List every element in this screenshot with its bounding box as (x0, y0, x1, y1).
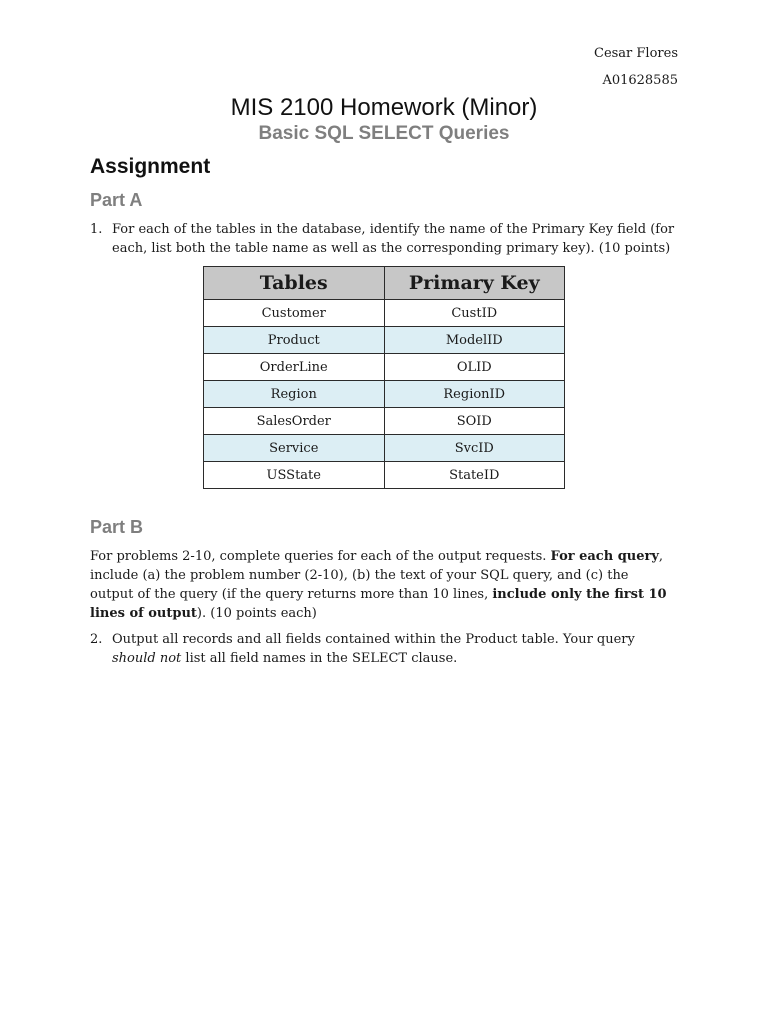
primary-key-cell: StateID (384, 462, 565, 489)
primary-key-cell: CustID (384, 300, 565, 327)
primary-key-cell: RegionID (384, 381, 565, 408)
document-title: MIS 2100 Homework (Minor) (230, 94, 538, 121)
primary-key-cell: SOID (384, 408, 565, 435)
table-row (204, 462, 565, 489)
table-row (204, 354, 565, 381)
instructions-text: ). (10 points each) (196, 606, 317, 621)
part-a-heading: Part A (90, 190, 143, 210)
student-id: A01628585 (602, 73, 678, 88)
author-name: Cesar Flores (594, 46, 678, 61)
instructions-emphasis: include only the first 10 lines of output (90, 587, 667, 621)
instructions-emphasis: For each query (550, 549, 659, 564)
instructions-text: For problems 2-10, complete queries for each of the output requests. (90, 549, 551, 564)
question-2-emphasis: should not (112, 651, 182, 666)
table-row (204, 408, 565, 435)
question-1-number: 1. (90, 222, 103, 237)
document-subtitle: Basic SQL SELECT Queries (258, 123, 510, 144)
instructions-text: , include (a) the problem number (2-10), (b) the text of your SQL query, and (c) the output of the query (if the query returns more than 10 lines, (90, 549, 664, 602)
question-2-number: 2. (90, 632, 103, 647)
question-2-text-part: Output all records and all fields contained within the Product table. Your query (112, 632, 635, 647)
table-name-cell: Service (204, 435, 385, 462)
table-name-cell: SalesOrder (204, 408, 385, 435)
question-2 (90, 630, 680, 668)
table-row (204, 300, 565, 327)
primary-key-cell: ModelID (384, 327, 565, 354)
primary-key-cell: OLID (384, 354, 565, 381)
table-name-cell: USState (204, 462, 385, 489)
table-row (204, 381, 565, 408)
primary-key-cell: SvcID (384, 435, 565, 462)
table-name-cell: Product (204, 327, 385, 354)
column-header-tables: Tables (204, 267, 385, 300)
part-b-heading: Part B (90, 517, 144, 537)
section-heading: Assignment (90, 155, 211, 178)
column-header-primary-key: Primary Key (384, 267, 565, 300)
primary-key-table (203, 266, 565, 489)
table-row (204, 435, 565, 462)
question-2-text (112, 630, 680, 668)
question-1-text: For each of the tables in the database, identify the name of the Primary Key field (for each, list both the table name as well as the corresponding primary key). (10 points) (112, 222, 675, 256)
part-b-instructions (90, 547, 670, 623)
question-2-text-part: list all field names in the SELECT clause. (181, 651, 458, 666)
table-name-cell: Customer (204, 300, 385, 327)
table-row (204, 327, 565, 354)
table-header-row (204, 267, 565, 300)
table-name-cell: OrderLine (204, 354, 385, 381)
question-1 (90, 220, 680, 258)
table-name-cell: Region (204, 381, 385, 408)
